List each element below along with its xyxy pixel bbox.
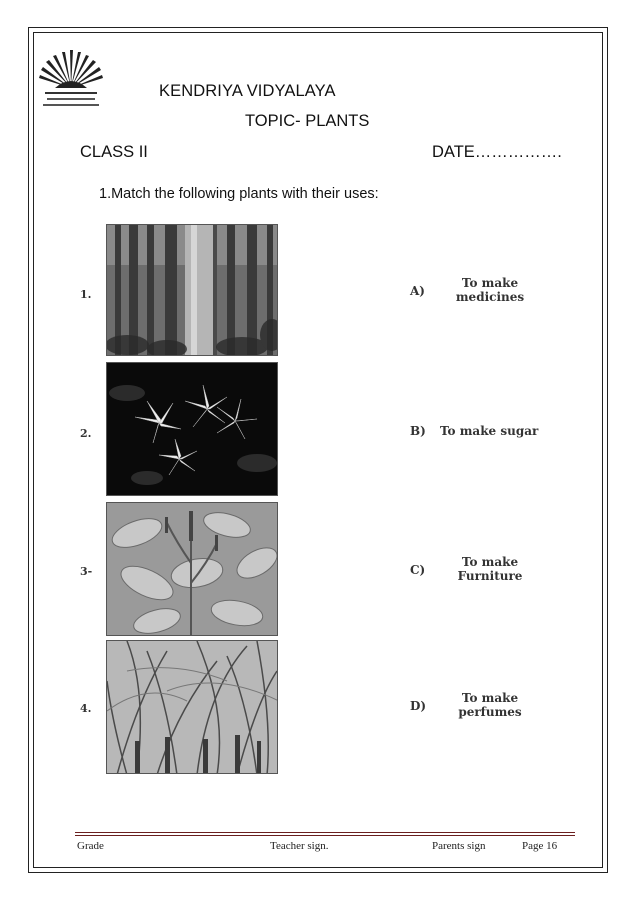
tulsi-plant-photo-icon: [106, 502, 278, 636]
use-text-a-line2: medicines: [455, 290, 525, 304]
use-text-d-line2: perfumes: [458, 705, 522, 719]
footer-grade: Grade: [77, 840, 104, 852]
class-label: CLASS II: [80, 143, 148, 161]
trees-photo-icon: [106, 224, 278, 356]
footer-parents-sign: Parents sign: [432, 840, 486, 852]
footer-page-number: Page 16: [522, 840, 558, 852]
use-letter-c: C): [410, 563, 426, 577]
use-letter-a: A): [410, 284, 425, 298]
kv-logo-icon: [33, 48, 109, 112]
jasmine-flower-photo-icon: [106, 362, 278, 496]
use-text-c-line2: Furniture: [457, 569, 523, 583]
date-field: DATE…………….: [432, 143, 562, 161]
use-text-b: To make sugar: [440, 424, 539, 438]
use-text-c: [450, 555, 530, 583]
footer-teacher-sign: Teacher sign.: [270, 840, 329, 852]
plant-number-3: 3-: [80, 565, 93, 578]
use-text-d: [450, 691, 530, 719]
use-text-a-line1: To make: [461, 276, 519, 290]
plant-number-1: 1.: [80, 288, 92, 301]
use-text-d-line1: To make: [461, 691, 519, 705]
school-name: KENDRIYA VIDYALAYA: [159, 82, 336, 100]
use-letter-d: D): [410, 699, 427, 713]
plant-number-4: 4.: [80, 702, 92, 715]
use-text-a: [450, 276, 530, 304]
topic-title: TOPIC- PLANTS: [245, 112, 370, 130]
use-letter-b: B): [410, 424, 426, 438]
use-text-c-line1: To make: [461, 555, 519, 569]
sugarcane-photo-icon: [106, 640, 278, 774]
question-text: 1.Match the following plants with their uses:: [99, 186, 379, 202]
footer-rule-thin: [75, 835, 575, 836]
plant-number-2: 2.: [80, 427, 92, 440]
footer-rule: [75, 832, 575, 833]
